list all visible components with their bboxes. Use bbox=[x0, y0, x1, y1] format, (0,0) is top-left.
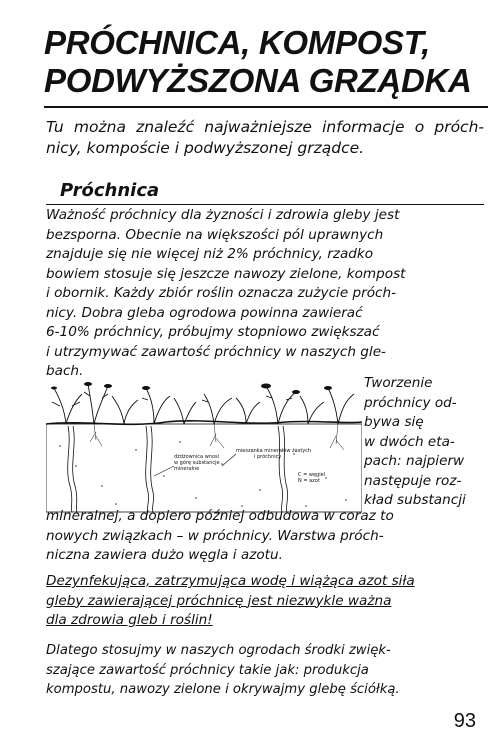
section-heading: Próchnica bbox=[60, 180, 160, 201]
paragraph-line: 6-10% próchnicy, próbujmy stopniowo zwiększać bbox=[46, 324, 380, 340]
paragraph-line: kompostu, nawozy zielone i okrywajmy glebę ściółką. bbox=[46, 682, 400, 697]
paragraph-line: i utrzymywać zawartość próchnicy w naszych gle- bbox=[46, 343, 386, 360]
figure-label-nitrogen: N = azot bbox=[298, 478, 320, 484]
paragraph-line: mineralnej, a dopiero później odbudowa w coraz to bbox=[46, 508, 394, 524]
intro-text bbox=[46, 117, 484, 159]
page-title bbox=[44, 24, 484, 100]
page-number: 93 bbox=[453, 710, 476, 732]
figure-label-mixture: i próchnicy bbox=[254, 454, 282, 460]
side-text-line: kład substancji bbox=[364, 492, 466, 508]
paragraph-2 bbox=[46, 507, 484, 566]
title-divider bbox=[44, 106, 488, 108]
paragraph-line: niczna zawiera dużo węgla i azotu. bbox=[46, 547, 283, 563]
side-text-line: w dwóch eta- bbox=[364, 433, 455, 450]
intro-line-2: nicy, kompoście i podwyższonej grządce. bbox=[46, 139, 365, 157]
page-title-line-2: PODWYŻSZONA GRZĄDKA bbox=[44, 62, 472, 99]
intro-line-1: Tu można znaleźć najważniejsze informacje o próch- bbox=[46, 118, 484, 136]
figure-side-text bbox=[364, 374, 488, 511]
paragraph-line: bezsporna. Obecnie na większości pól uprawnych bbox=[46, 226, 384, 243]
page-title-line-1: PRÓCHNICA, KOMPOST, bbox=[44, 24, 431, 61]
paragraph-line: i obornik. Każdy zbiór roślin oznacza zużycie próch- bbox=[46, 285, 397, 301]
side-text-line: następuje roz- bbox=[364, 472, 462, 489]
side-text-line: pach: najpierw bbox=[364, 453, 465, 469]
paragraph-line: nicy. Dobra gleba ogrodowa powinna zawierać bbox=[46, 304, 363, 321]
figure-label-earthworm: dżdżownica wnosi bbox=[174, 454, 220, 460]
paragraph-3 bbox=[46, 641, 484, 700]
plants-icon bbox=[52, 384, 354, 424]
side-text-line: próchnicy od- bbox=[364, 394, 457, 411]
figure-label-carbon: C = węgiel bbox=[298, 472, 326, 478]
figure-label-mixture: mieszanka minerałów żastych bbox=[236, 448, 312, 454]
figure-label-earthworm: w górę substancje bbox=[174, 460, 220, 466]
emphasis-line: dla zdrowia gleb i roślin! bbox=[46, 612, 213, 628]
side-text-line: bywa się bbox=[364, 414, 424, 430]
soil-profile-illustration bbox=[46, 366, 362, 516]
figure-label-earthworm: mineralne bbox=[174, 466, 200, 472]
leaf-icon bbox=[51, 382, 332, 394]
section-divider bbox=[46, 204, 484, 205]
paragraph-line: szające zawartość próchnicy takie jak: produkcja bbox=[46, 662, 369, 678]
paragraph-line: Dlatego stosujmy w naszych ogrodach środki zwięk- bbox=[46, 643, 391, 658]
soil-block bbox=[46, 424, 362, 512]
paragraph-line: bowiem stosuje się jeszcze nawozy zielone, kompost bbox=[46, 265, 406, 282]
paragraph-1 bbox=[46, 206, 484, 382]
emphasis-line: gleby zawierającej próchnicę jest niezwykle ważna bbox=[46, 592, 392, 609]
emphasis-line: Dezynfekująca, zatrzymująca wodę i wiążąca azot siła bbox=[46, 573, 415, 589]
paragraph-line: nowych związkach – w próchnicy. Warstwa próch- bbox=[46, 527, 384, 544]
paragraph-line: bach. bbox=[46, 363, 84, 379]
roots bbox=[90, 424, 344, 450]
side-text-line: Tworzenie bbox=[364, 375, 433, 391]
paragraph-line: znajduje się nie więcej niż 2% próchnicy, rzadko bbox=[46, 246, 374, 262]
emphasis-paragraph bbox=[46, 572, 484, 631]
paragraph-line: Ważność próchnicy dla żyzności i zdrowia gleby jest bbox=[46, 207, 400, 223]
